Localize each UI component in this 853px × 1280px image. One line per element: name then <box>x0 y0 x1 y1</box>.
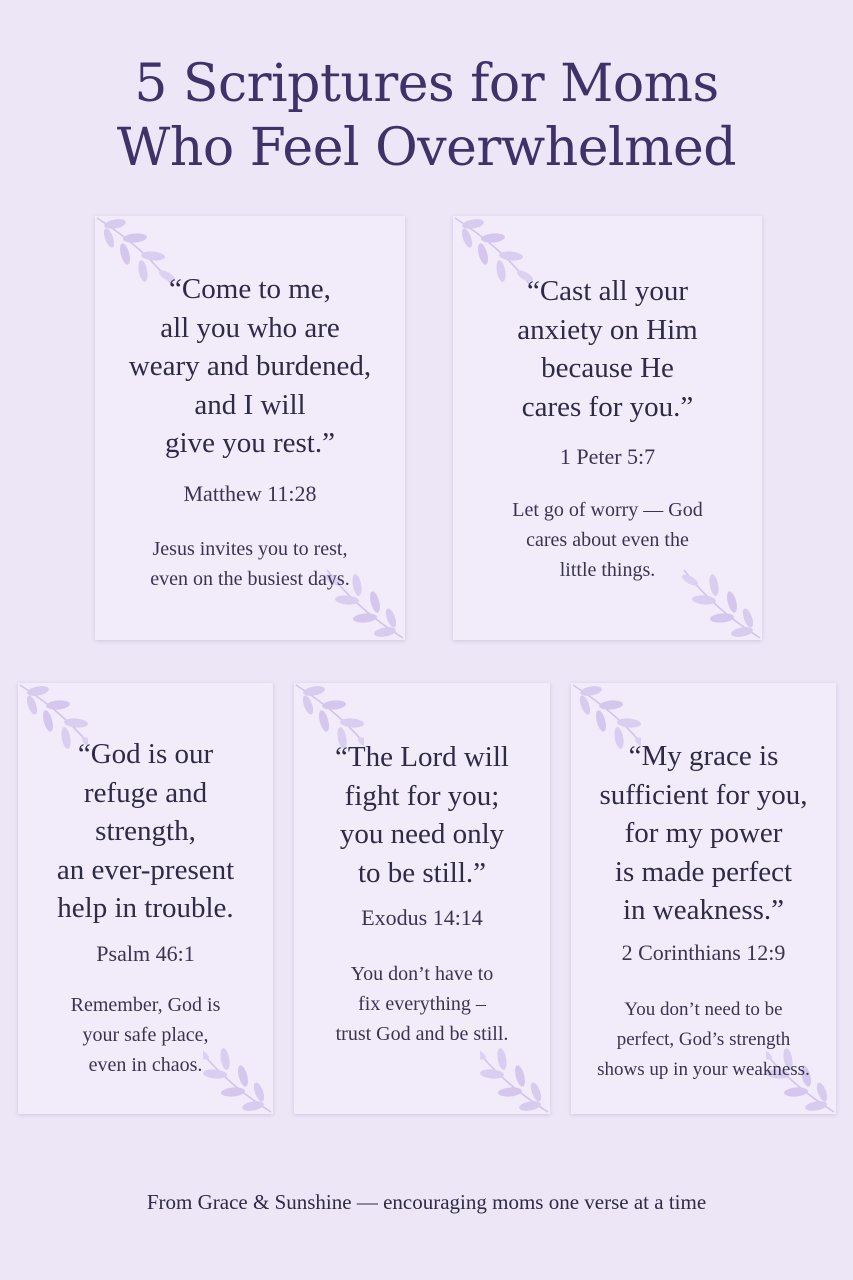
scripture-card-matthew <box>95 216 405 640</box>
scripture-card-peter <box>453 216 762 640</box>
scripture-reference: Exodus 14:14 <box>361 905 483 930</box>
scripture-card-corinthians <box>571 683 836 1114</box>
scripture-quote: “God is our refuge and strength, an ever-present help in trouble. <box>56 738 235 924</box>
scripture-note: You don’t need to be perfect, God’s strength shows up in your weakness. <box>597 999 810 1080</box>
scripture-card-psalm <box>18 683 273 1114</box>
scripture-reference: 2 Corinthians 12:9 <box>621 940 786 965</box>
scripture-reference: Matthew 11:28 <box>183 481 317 506</box>
page-title <box>0 52 853 180</box>
scripture-note: You don’t have to fix everything – trust God and be still. <box>335 963 509 1045</box>
scripture-quote: “The Lord will fight for you; you need only to be still.” <box>335 741 509 889</box>
footer-tagline: From Grace & Sunshine — encouraging moms one verse at a time <box>146 1190 707 1214</box>
scripture-quote: “Come to me, all you who are weary and burdened, and I will give you rest.” <box>128 273 372 459</box>
title-line-1: 5 Scriptures for Moms <box>134 54 719 114</box>
scripture-note: Jesus invites you to rest, even on the busiest days. <box>150 538 350 590</box>
leaf-sprig-icon <box>480 1048 550 1114</box>
scripture-note: Let go of worry — God cares about even the little things. <box>512 499 703 581</box>
scripture-reference: 1 Peter 5:7 <box>559 444 656 469</box>
scripture-quote: “My grace is sufficient for you, for my power is made perfect in weakness.” <box>599 740 808 926</box>
scripture-reference: Psalm 46:1 <box>96 941 195 966</box>
scripture-card-exodus <box>294 683 550 1114</box>
scripture-note: Remember, God is your safe place, even in chaos. <box>70 994 221 1076</box>
scripture-quote: “Cast all your anxiety on Him because He cares for you.” <box>517 275 698 423</box>
title-line-2: Who Feel Overwhelmed <box>116 118 737 178</box>
